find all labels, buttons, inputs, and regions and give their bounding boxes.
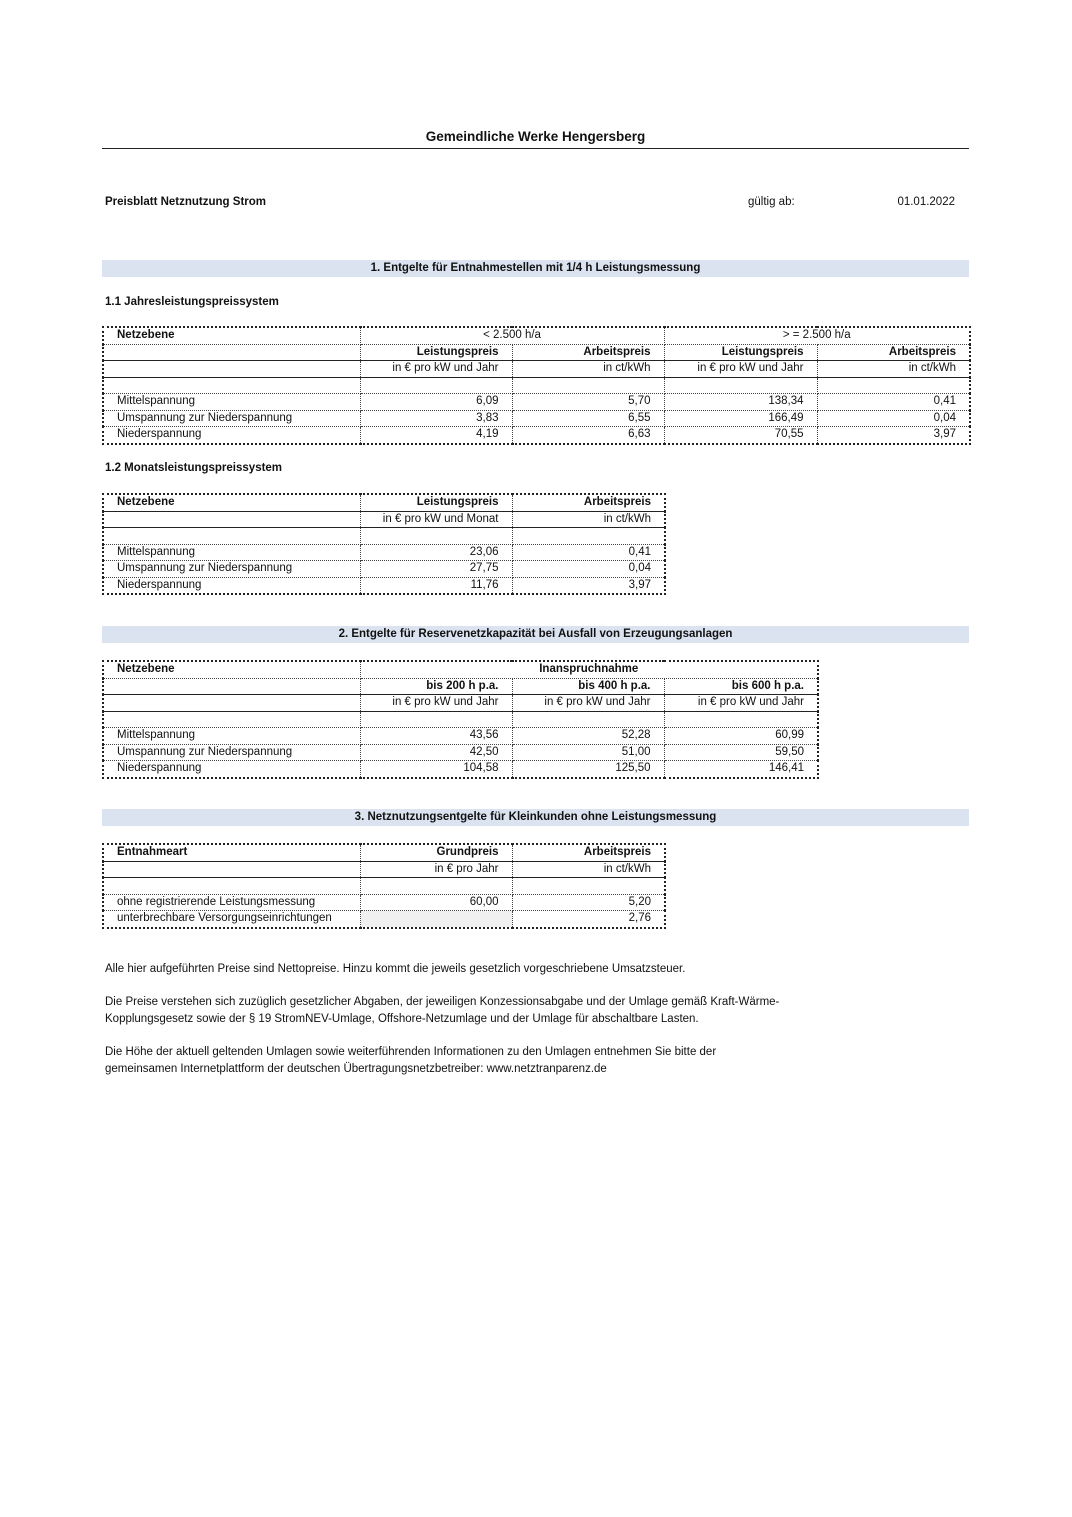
col-header-600h: bis 600 h p.a. [664, 678, 818, 695]
row-label: Mittelspannung [103, 394, 360, 411]
row-label: Umspannung zur Niederspannung [103, 561, 360, 578]
monthly-price-table [102, 493, 666, 595]
value-cell: 70,55 [664, 427, 817, 444]
row-label: Umspannung zur Niederspannung [103, 744, 360, 761]
value-cell: 4,19 [360, 427, 512, 444]
col-header-netzebene: Netzebene [103, 327, 360, 344]
unit-cell: in € pro kW und Jahr [664, 361, 817, 378]
table-row [103, 577, 665, 594]
value-cell: 146,41 [664, 761, 818, 778]
col-header-leistungspreis: Leistungspreis [360, 494, 512, 511]
value-cell: 3,97 [512, 577, 665, 594]
value-cell: 6,63 [512, 427, 664, 444]
note-levies-line-2: Kopplungsgesetz sowie der § 19 StromNEV-Umlage, Offshore-Netzumlage und der Umlage für abschaltbare Lasten. [105, 1013, 699, 1025]
valid-from-date: 01.01.2022 [897, 196, 955, 208]
valid-from-label: gültig ab: [748, 196, 795, 208]
value-cell: 138,34 [664, 394, 817, 411]
table-row [103, 911, 665, 928]
unit-cell: in ct/kWh [512, 861, 665, 878]
value-cell: 3,97 [817, 427, 970, 444]
row-label: Niederspannung [103, 427, 360, 444]
value-cell: 43,56 [360, 728, 512, 745]
value-cell: 60,99 [664, 728, 818, 745]
empty-cell [103, 695, 360, 712]
value-cell: 166,49 [664, 410, 817, 427]
col-header-netzebene: Netzebene [103, 661, 360, 678]
small-customer-table [102, 843, 666, 929]
table-row [103, 427, 970, 444]
value-cell: 104,58 [360, 761, 512, 778]
table-row [103, 410, 970, 427]
group-header-above-2500: > = 2.500 h/a [664, 327, 970, 344]
value-cell: 5,70 [512, 394, 664, 411]
row-label: Umspannung zur Niederspannung [103, 410, 360, 427]
table-row [103, 728, 818, 745]
unit-cell: in € pro kW und Jahr [512, 695, 664, 712]
row-label: unterbrechbare Versorgungseinrichtungen [103, 911, 360, 928]
value-cell: 0,04 [817, 410, 970, 427]
document-title: Gemeindliche Werke Hengersberg [425, 129, 646, 144]
section-2-heading: 2. Entgelte für Reservenetzkapazität bei Ausfall von Erzeugungsanlagen [102, 626, 969, 643]
row-label: Mittelspannung [103, 544, 360, 561]
value-cell: 6,09 [360, 394, 512, 411]
empty-cell [103, 344, 360, 361]
col-header-leistungspreis: Leistungspreis [360, 344, 512, 361]
row-label: ohne registrierende Leistungsmessung [103, 894, 360, 911]
value-cell: 51,00 [512, 744, 664, 761]
unit-cell: in ct/kWh [512, 511, 665, 528]
unit-cell: in € pro kW und Jahr [664, 695, 818, 712]
value-cell: 2,76 [512, 911, 665, 928]
col-header-entnahmeart: Entnahmeart [103, 844, 360, 861]
empty-cell [103, 361, 360, 378]
table-row [103, 394, 970, 411]
title-rule [102, 148, 969, 149]
value-cell: 60,00 [360, 894, 512, 911]
col-header-200h: bis 200 h p.a. [360, 678, 512, 695]
value-cell: 59,50 [664, 744, 818, 761]
empty-cell [103, 861, 360, 878]
col-header-leistungspreis: Leistungspreis [664, 344, 817, 361]
value-cell: 11,76 [360, 577, 512, 594]
unit-cell: in € pro kW und Jahr [360, 361, 512, 378]
table-row [103, 744, 818, 761]
note-levies-line-1: Die Preise verstehen sich zuzüglich gesetzlicher Abgaben, der jeweiligen Konzessionsabgabe und der Umlage gemäß Kraft-Wärme- [105, 996, 780, 1008]
section-1-1-heading: 1.1 Jahresleistungspreissystem [105, 296, 279, 308]
value-cell: 0,04 [512, 561, 665, 578]
empty-cell [103, 511, 360, 528]
group-header-inanspruchnahme: Inanspruchnahme [360, 661, 818, 678]
value-cell: 27,75 [360, 561, 512, 578]
unit-cell: in € pro kW und Monat [360, 511, 512, 528]
table-row [103, 561, 665, 578]
unit-cell: in € pro kW und Jahr [360, 695, 512, 712]
table-row [103, 544, 665, 561]
value-cell: 23,06 [360, 544, 512, 561]
note-info-line-1: Die Höhe der aktuell geltenden Umlagen sowie weiterführenden Informationen zu den Umlagen entnehmen Sie bitte der [105, 1046, 717, 1058]
value-cell: 42,50 [360, 744, 512, 761]
section-3-heading: 3. Netznutzungsentgelte für Kleinkunden ohne Leistungsmessung [102, 809, 969, 826]
value-cell: 3,83 [360, 410, 512, 427]
value-cell: 6,55 [512, 410, 664, 427]
note-info-line-2: gemeinsamen Internetplattform der deutschen Übertragungsnetzbetreiber: www.netztranparenz.de [105, 1063, 607, 1075]
value-cell: 52,28 [512, 728, 664, 745]
reserve-capacity-table [102, 660, 819, 779]
col-header-400h: bis 400 h p.a. [512, 678, 664, 695]
annual-price-table [102, 326, 971, 445]
row-label: Niederspannung [103, 761, 360, 778]
col-header-arbeitspreis: Arbeitspreis [512, 494, 665, 511]
table-row [103, 761, 818, 778]
group-header-below-2500: < 2.500 h/a [360, 327, 664, 344]
col-header-arbeitspreis: Arbeitspreis [817, 344, 970, 361]
col-header-grundpreis: Grundpreis [360, 844, 512, 861]
note-net-prices: Alle hier aufgeführten Preise sind Nettopreise. Hinzu kommt die jeweils gesetzlich vorgeschriebene Umsatzsteuer. [105, 963, 686, 975]
section-1-2-heading: 1.2 Monatsleistungspreissystem [105, 462, 283, 474]
row-label: Niederspannung [103, 577, 360, 594]
empty-cell [103, 678, 360, 695]
unit-cell: in ct/kWh [512, 361, 664, 378]
col-header-netzebene: Netzebene [103, 494, 360, 511]
unit-cell: in € pro Jahr [360, 861, 512, 878]
value-cell [360, 911, 512, 928]
row-label: Mittelspannung [103, 728, 360, 745]
value-cell: 125,50 [512, 761, 664, 778]
col-header-arbeitspreis: Arbeitspreis [512, 344, 664, 361]
document-subtitle: Preisblatt Netznutzung Strom [105, 196, 267, 208]
value-cell: 0,41 [817, 394, 970, 411]
table-row [103, 894, 665, 911]
value-cell: 5,20 [512, 894, 665, 911]
unit-cell: in ct/kWh [817, 361, 970, 378]
col-header-arbeitspreis: Arbeitspreis [512, 844, 665, 861]
value-cell: 0,41 [512, 544, 665, 561]
section-1-heading: 1. Entgelte für Entnahmestellen mit 1/4 h Leistungsmessung [102, 260, 969, 277]
